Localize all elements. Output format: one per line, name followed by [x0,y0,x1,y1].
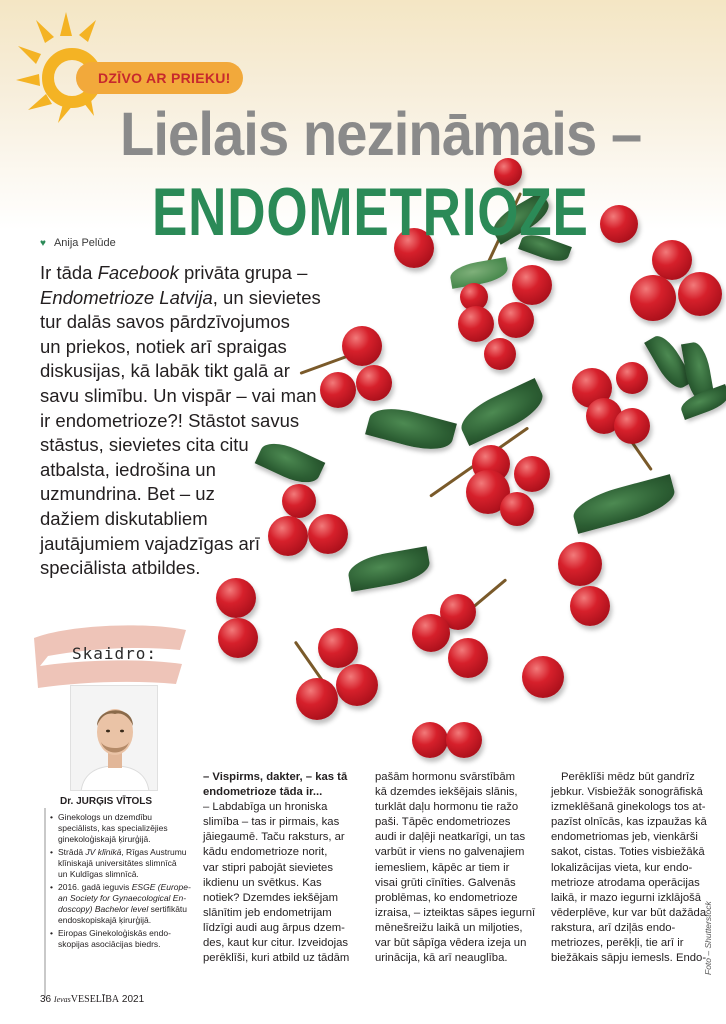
magazine-prefix: Ievas [53,995,71,1004]
lingonberry [500,492,534,526]
credential-italic: ESGE (Europe- [131,882,191,892]
body-line: pašām hormonu svārstībām [375,771,516,783]
lingonberry [498,302,534,338]
page-footer [40,994,144,1005]
body-line: pazīst olnīcās, kas izpaužas kā [551,816,707,829]
doctor-credentials [50,812,191,952]
article-column-3 [551,770,709,966]
question-line: – Vispirms, dakter, – kas tā [203,771,348,783]
heart-icon: ♥ [40,237,46,249]
body-line: des, kaut kur citur. Izveidojas [203,937,349,950]
berry-leaf [365,401,457,456]
body-line: mēnešreižu laikā un miljoties, [375,921,523,934]
lingonberry [356,365,392,401]
lead-text: privāta grupa – [183,262,308,283]
credential-line: speciālists, kas specializējies [58,823,168,833]
lingonberry [600,205,638,243]
author-name: Anija Pelūde [53,237,116,249]
body-line: var stipri pabojāt sievietes [203,861,333,874]
body-line: notiek? Dzemdes iekšējam [203,891,338,904]
body-line: audi ir daļēji neatkarīgi, un tas [375,831,526,844]
body-line: slimība – tas ir pirmais, kas [203,816,340,829]
lingonberry [458,306,494,342]
body-line: vēderplēve, kur var būt dažāda [551,906,707,919]
lingonberry [652,240,692,280]
doctor-name: Dr. JURĢIS VĪTOLS [60,796,153,807]
credential-item [50,882,191,926]
lingonberry [446,722,482,758]
lead-line: un priekos, notiek arī spraigas [40,335,287,357]
credential-line: • Eiropas Ginekoloģiskās endo- [58,928,171,938]
sidebar-heading: Skaidro: [72,644,158,663]
credential-line: skopijas asociācijas biedrs. [58,939,161,949]
lingonberry [512,265,552,305]
question-line: endometrioze tāda ir... [203,786,323,799]
lingonberry [412,722,448,758]
body-line: var būt sāpīga vēdera izeja un [375,937,527,950]
lingonberry [484,338,516,370]
lingonberry [336,664,378,706]
lead-line: diskusijas, kā labāk tikt galā ar [40,360,290,382]
body-line: jāiegaumē. Taču raksturs, ar [203,831,345,844]
lead-paragraph [40,261,350,581]
article-column-2 [375,770,536,966]
logo-text: DZĪVO AR PRIEKU! [98,70,231,86]
lingonberry [522,656,564,698]
credential-italic: an Society for Gynaecological En- [58,893,187,903]
doctor-photo [70,685,158,791]
berry-leaf [569,474,678,534]
credential-text: 2016. gadā ieguvis [58,882,130,892]
body-line: izraisa, – izteiktas sāpes iegurnī [375,906,536,919]
lead-line: dažiem diskutabliem [40,507,208,529]
lead-text: , un sievietes [212,286,321,308]
credential-line: endoskopiskajā ķirurģijā. [58,915,152,925]
body-line: rakstura, arī dziļās endo- [551,921,676,934]
lead-line: atbalsta, iedrošina un [40,458,216,480]
lead-text: Ir tāda [40,262,93,283]
body-line: biežākais sāpju iemesls. Endo- [551,952,707,965]
body-line: endometriomas jeb, vienkārši [551,831,698,844]
body-line: kā dzemdes iekšējais slānis, [375,786,518,799]
lingonberry [218,618,258,658]
berry-leaf [346,546,432,592]
body-line: jebkur. Visbiežāk sonogrāfiskā [551,786,703,799]
lead-italic: Endometrioze Latvija [40,286,213,308]
lead-line: stāstus, sievietes cita citu [40,434,249,456]
lead-line: uzmundrina. Bet – uz [40,483,215,505]
body-line: lokalizācijas vieta, kur endo- [551,861,693,874]
body-line: kādu endometrioze norit, [203,846,328,859]
body-line: urinācija, kā arī neauglība. [375,952,508,965]
lead-italic: Facebook [97,262,179,283]
credential-italic: doscopy) [58,904,93,914]
body-line: Perēklīši mēdz būt gandrīz [561,771,695,783]
lingonberry [616,362,648,394]
body-line: metrioze atrodama operācijas [551,876,700,889]
body-line: turklāt daļu hormonu tie ražo [375,801,519,814]
body-line: metriozes, perēkļi, tie arī ir [551,937,684,950]
body-line: sakot, cistas. Toties visbiežākā [551,846,705,859]
lingonberry [318,628,358,668]
issue-year: 2021 [121,994,145,1005]
magazine-name [54,994,119,1005]
credential-text: sertifikātu [150,904,188,914]
lingonberry [558,542,602,586]
credential-item [50,928,180,950]
body-line: – Labdabīga un hroniska [203,801,328,814]
headline-line-2: ENDOMETRIOZE [152,174,589,250]
credential-text: Strādā [58,847,84,857]
sidebar-divider [44,808,46,998]
logo-badge [76,62,243,94]
credential-item [50,847,187,880]
credential-italic: JV klīnikā [85,847,122,857]
credential-line: un Kuldīgas slimnīcā. [58,869,139,879]
page-number: 36 [40,994,52,1005]
body-line: visai grūti cīnīties. Galvenās [375,876,516,889]
lingonberry [514,456,550,492]
credential-item [50,812,180,845]
lingonberry [570,586,610,626]
body-line: slānītim jeb endometrijam [203,906,332,919]
body-line: līdzīgi audi aug ārpus dzem- [203,921,345,934]
body-line: izmeklēšanā ginekologs tos at- [551,801,706,814]
credential-line: ginekoloģiskajā ķirurģijā. [58,834,151,844]
body-line: iemesliem, kāpēc ar tiem ir [375,861,510,874]
lingonberry [448,638,488,678]
lingonberry [296,678,338,720]
berry-leaf [455,378,549,446]
lead-line: tur dalās savos pārdzīvojumos [40,311,290,333]
body-line: ikdienu un svētkus. Kas [203,876,322,889]
photo-credit: Foto – Shutterstock [703,901,713,975]
lingonberry [614,408,650,444]
lingonberry [412,614,450,652]
credential-text: , Rīgas Austrumu [121,847,187,857]
body-line: problēmas, ko endometrioze [375,891,518,904]
magazine-title: VESELĪBA [70,994,120,1005]
lingonberry [630,275,676,321]
headline-line-1: Lielais nezināmais – [120,100,642,168]
byline [40,237,116,249]
credential-line: • Ginekologs un dzemdību [58,812,153,822]
lead-line: speciālista atbildes. [40,557,201,579]
body-line: perēklīši, kuri atbild uz tādām [203,952,350,965]
lead-line: ir endometrioze?! Stāstot savus [40,409,300,431]
body-line: laikā, ir mazo iegurni izklājošā [551,891,702,904]
lead-line: savu slimību. Un vispār – vai man [40,384,317,406]
doctor-portrait [71,686,158,791]
lingonberry [678,272,722,316]
body-line: varbūt ir viens no galvenajiem [375,846,525,859]
credential-italic: Bachelor level [94,904,149,914]
article-column-1 [203,770,361,966]
lingonberry [216,578,256,618]
lead-line: jautājumiem vajadzīgas arī [40,532,261,554]
body-line: paši. Tāpēc endometriozes [375,816,511,829]
credential-line: klīniskajā universitātes slimnīcā [58,858,177,868]
